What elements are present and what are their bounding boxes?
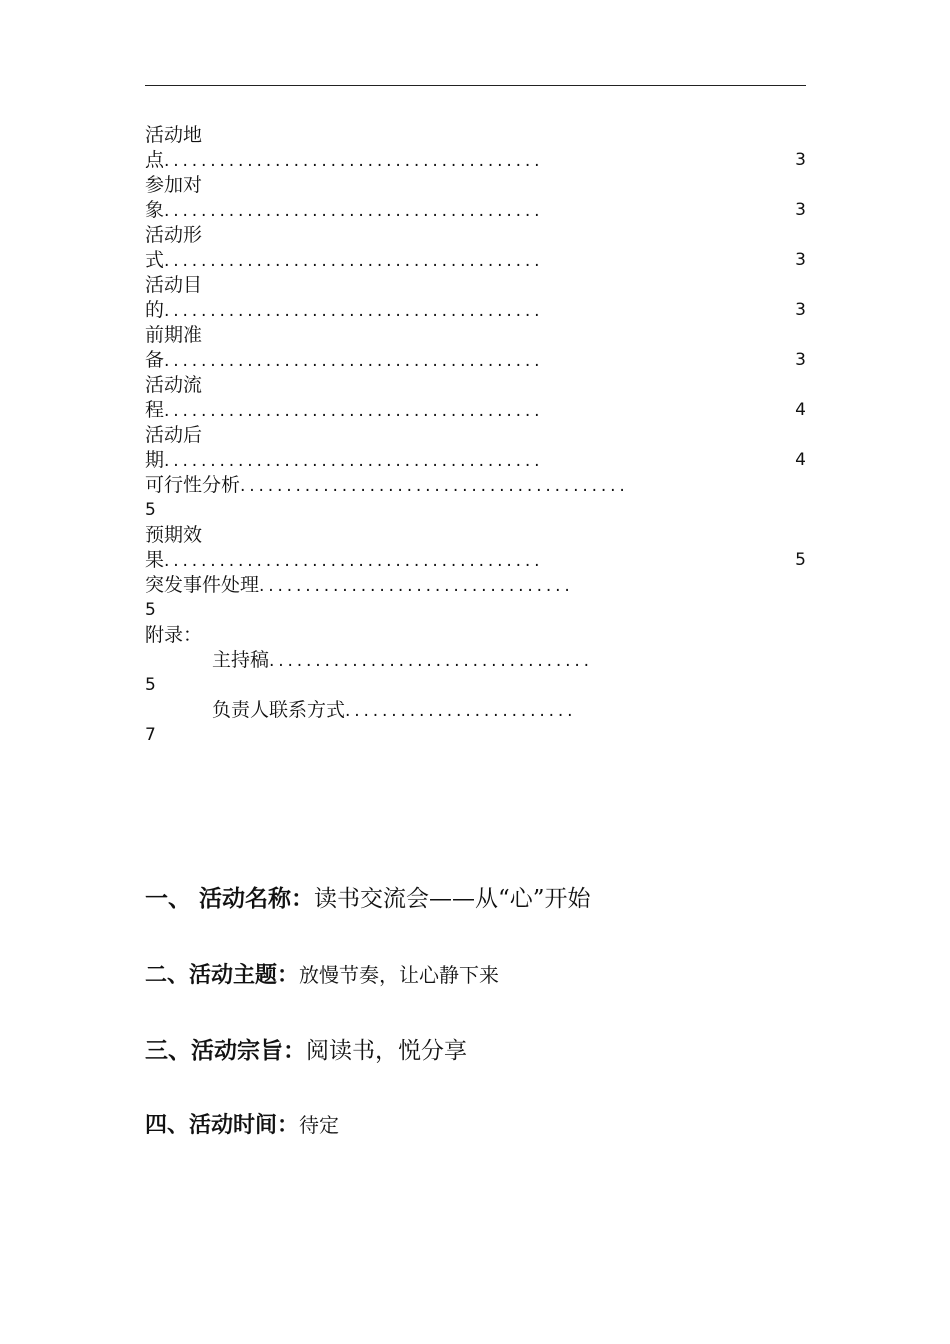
toc-entry-followup[interactable]: 活动后 期......................................... 4	[145, 423, 810, 473]
toc-page-number: 3	[795, 300, 806, 320]
toc-leader: .........................................	[164, 151, 544, 171]
toc-page-number: 5	[795, 550, 806, 570]
toc-page-number: 7	[145, 725, 156, 745]
toc-leader: .........................	[345, 701, 577, 721]
toc-page-number: 3	[795, 250, 806, 270]
toc-leader: .........................................	[164, 401, 544, 421]
toc-page-number: 4	[795, 450, 806, 470]
toc-page-number: 5	[145, 600, 156, 620]
toc-entry-host-script[interactable]: 主持稿...................................	[145, 648, 810, 673]
toc-page-number: 3	[795, 150, 806, 170]
toc-leader: .........................................	[164, 451, 544, 471]
section-activity-theme: 二、活动主题：放慢节奏，让心静下来	[145, 963, 500, 988]
toc-entry-participants[interactable]: 参加对 象......................................... 3	[145, 173, 810, 223]
toc-page-number: 5	[145, 675, 156, 695]
toc-entry-feasibility[interactable]: 可行性分析.......................................... 5	[145, 473, 810, 523]
toc-entry-preparation[interactable]: 前期准 备......................................... 3	[145, 323, 810, 373]
toc-leader: .........................................	[164, 351, 544, 371]
toc-page-number: 4	[795, 400, 806, 420]
toc-page-number: 3	[795, 350, 806, 370]
toc-entry-expected-effect[interactable]: 预期效 果......................................... 5	[145, 523, 810, 573]
toc-entry-location[interactable]: 活动地 点......................................... 3	[145, 123, 810, 173]
section-activity-time: 四、活动时间：待定	[145, 1113, 340, 1138]
toc-entry-purpose[interactable]: 活动目 的......................................... 3	[145, 273, 810, 323]
toc-entry-emergency[interactable]: 突发事件处理.................................. 5	[145, 573, 810, 623]
section-activity-purpose: 三、活动宗旨：阅读书，悦分享	[145, 1038, 467, 1064]
toc-page-number: 3	[795, 200, 806, 220]
toc-leader: .........................................	[164, 551, 544, 571]
toc-leader: .........................................	[164, 301, 544, 321]
toc-appendix-label: 附录：	[145, 624, 203, 646]
table-of-contents	[145, 123, 810, 748]
toc-leader: ..........................................	[240, 476, 629, 496]
toc-entry-process[interactable]: 活动流 程......................................... 4	[145, 373, 810, 423]
toc-entry-format[interactable]: 活动形 式......................................... 3	[145, 223, 810, 273]
toc-leader: ...................................	[269, 651, 593, 671]
toc-page-number: 5	[145, 500, 156, 520]
header-rule	[145, 85, 806, 86]
toc-leader: .........................................	[164, 251, 544, 271]
toc-leader: ..................................	[259, 576, 574, 596]
toc-entry-contacts[interactable]: 负责人联系方式.........................	[145, 698, 810, 723]
toc-leader: .........................................	[164, 201, 544, 221]
section-activity-name: 一、 活动名称：读书交流会——从“心”开始	[145, 886, 591, 912]
